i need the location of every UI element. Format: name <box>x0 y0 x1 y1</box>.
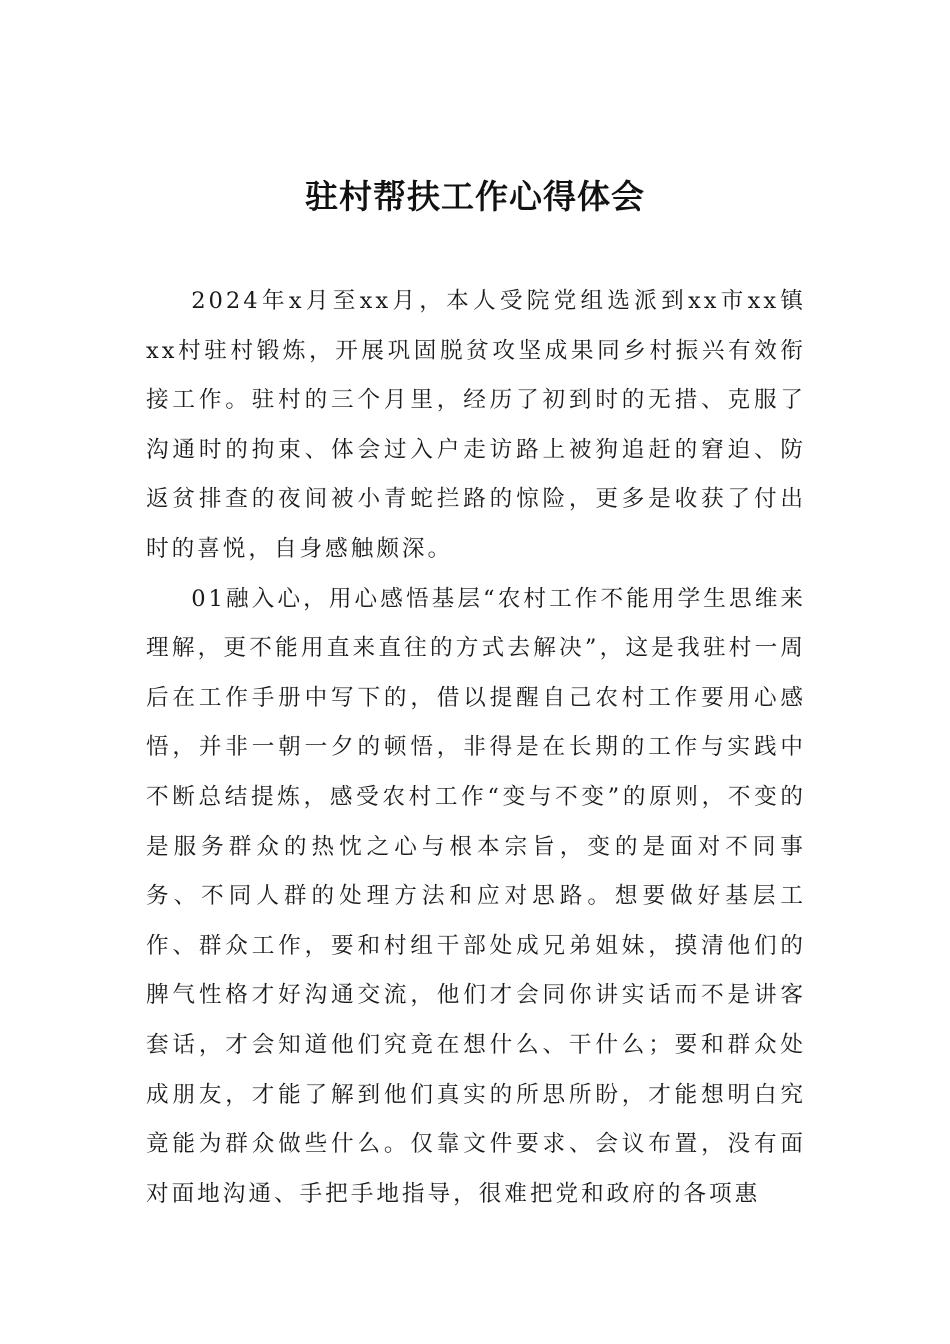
paragraph-section-01: 01融入心，用心感悟基层“农村工作不能用学生思维来理解，更不能用直来直往的方式去解决”，这是我驻村一周后在工作手册中写下的，借以提醒自己农村工作要用心感悟，并非一朝一夕的顿悟，非得是在长期的工作与实践中不断总结提炼，感受农村工作“变与不变”的原则，不变的是服务群众的热忱之心与根本宗旨，变的是面对不同事务、不同人群的处理方法和应对思路。想要做好基层工作、群众工作，要和村组干部处成兄弟姐妹，摸清他们的脾气性格才好沟通交流，他们才会同你讲实话而不是讲客套话，才会知道他们究竟在想什么、干什么；要和群众处成朋友，才能了解到他们真实的所思所盼，才能想明白究竟能为群众做些什么。仅靠文件要求、会议布置，没有面对面地沟通、手把手地指导，很难把党和政府的各项惠 <box>146 585 806 1207</box>
document-title: 驻村帮扶工作心得体会 <box>305 177 645 216</box>
document-body <box>146 277 806 1219</box>
paragraph-intro: 2024年x月至xx月，本人受院党组选派到xx市xx镇xx村驻村锻炼，开展巩固脱贫攻坚成果同乡村振兴有效衔接工作。驻村的三个月里，经历了初到时的无措、克服了沟通时的拘束、体会过入户走访路上被狗追赶的窘迫、防返贫排查的夜间被小青蛇拦路的惊险，更多是收获了付出时的喜悦，自身感触颇深。 <box>146 288 806 562</box>
